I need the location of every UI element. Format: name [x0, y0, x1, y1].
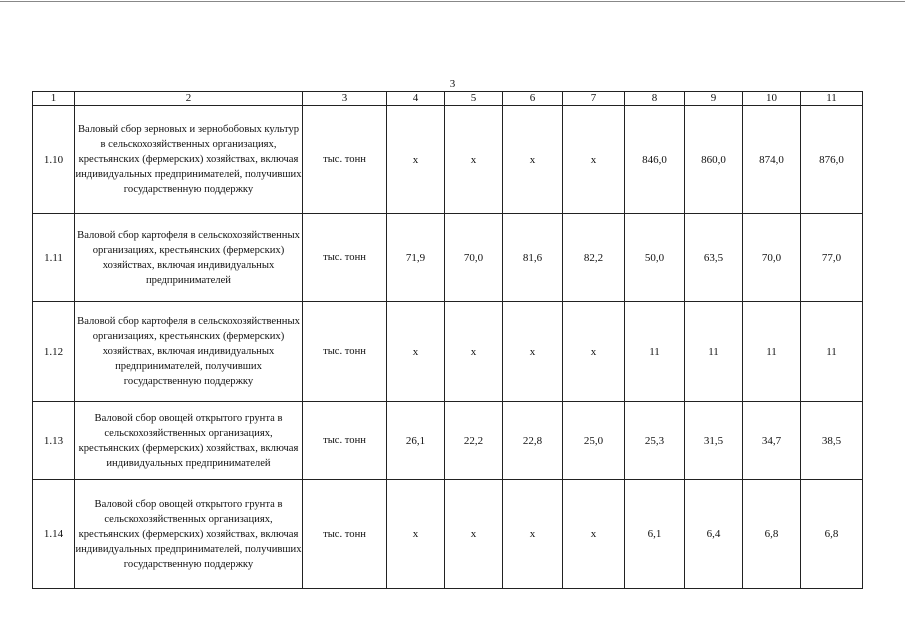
row-description: Валовый сбор зерновых и зернобобовых культур в сельскохозяйственных организациях, крестьянских (фермерских) хозяйствах, включая индивидуальных предпринимателей, получивших государственную поддержку: [75, 106, 303, 214]
row-number: 1.12: [33, 302, 75, 402]
value-cell: х: [445, 480, 503, 589]
value-cell: 77,0: [801, 214, 863, 302]
value-cell: 11: [685, 302, 743, 402]
table-row: [33, 402, 863, 480]
value-cell: х: [503, 302, 563, 402]
value-cell: 11: [743, 302, 801, 402]
value-cell: 82,2: [563, 214, 625, 302]
header-cell: 7: [563, 92, 625, 106]
value-cell: 11: [625, 302, 685, 402]
value-cell: 50,0: [625, 214, 685, 302]
page-number: 3: [449, 78, 456, 90]
value-cell: 6,1: [625, 480, 685, 589]
row-description: Валовой сбор картофеля в сельскохозяйственных организациях, крестьянских (фермерских) хозяйствах, включая индивидуальных предпринимателей: [75, 214, 303, 302]
value-cell: 71,9: [387, 214, 445, 302]
indicators-table: [32, 91, 863, 589]
header-cell: 8: [625, 92, 685, 106]
row-number: 1.11: [33, 214, 75, 302]
header-cell: 2: [75, 92, 303, 106]
value-cell: 874,0: [743, 106, 801, 214]
value-cell: 63,5: [685, 214, 743, 302]
value-cell: х: [387, 106, 445, 214]
table-row: [33, 480, 863, 589]
value-cell: 70,0: [445, 214, 503, 302]
table-row: [33, 214, 863, 302]
row-number: 1.14: [33, 480, 75, 589]
value-cell: 6,8: [801, 480, 863, 589]
header-cell: 5: [445, 92, 503, 106]
header-cell: 11: [801, 92, 863, 106]
value-cell: 6,8: [743, 480, 801, 589]
value-cell: 26,1: [387, 402, 445, 480]
value-cell: х: [445, 302, 503, 402]
value-cell: х: [503, 480, 563, 589]
table-row: [33, 302, 863, 402]
value-cell: х: [387, 302, 445, 402]
value-cell: х: [563, 302, 625, 402]
value-cell: 6,4: [685, 480, 743, 589]
row-unit: тыс. тонн: [303, 402, 387, 480]
value-cell: 860,0: [685, 106, 743, 214]
value-cell: 22,8: [503, 402, 563, 480]
value-cell: 31,5: [685, 402, 743, 480]
value-cell: 38,5: [801, 402, 863, 480]
value-cell: х: [387, 480, 445, 589]
row-description: Валовой сбор картофеля в сельскохозяйственных организациях, крестьянских (фермерских) хозяйствах, включая индивидуальных предпринимателей, получивших государственную поддержку: [75, 302, 303, 402]
row-unit: тыс. тонн: [303, 302, 387, 402]
header-cell: 6: [503, 92, 563, 106]
row-description: Валовой сбор овощей открытого грунта в сельскохозяйственных организациях, крестьянских (фермерских) хозяйствах, включая индивидуальных предпринимателей: [75, 402, 303, 480]
value-cell: 25,0: [563, 402, 625, 480]
value-cell: 25,3: [625, 402, 685, 480]
value-cell: х: [563, 480, 625, 589]
row-unit: тыс. тонн: [303, 480, 387, 589]
scan-top-edge: [0, 1, 905, 2]
row-description: Валовой сбор овощей открытого грунта в сельскохозяйственных организациях, крестьянских (фермерских) хозяйствах, включая индивидуальных предпринимателей, получивших государственную поддержку: [75, 480, 303, 589]
header-cell: 4: [387, 92, 445, 106]
value-cell: х: [503, 106, 563, 214]
value-cell: 70,0: [743, 214, 801, 302]
header-cell: 3: [303, 92, 387, 106]
value-cell: 34,7: [743, 402, 801, 480]
row-number: 1.10: [33, 106, 75, 214]
value-cell: 22,2: [445, 402, 503, 480]
value-cell: 876,0: [801, 106, 863, 214]
value-cell: х: [563, 106, 625, 214]
header-cell: 9: [685, 92, 743, 106]
row-unit: тыс. тонн: [303, 214, 387, 302]
row-number: 1.13: [33, 402, 75, 480]
value-cell: 846,0: [625, 106, 685, 214]
header-cell: 10: [743, 92, 801, 106]
table-row: [33, 106, 863, 214]
row-unit: тыс. тонн: [303, 106, 387, 214]
value-cell: 81,6: [503, 214, 563, 302]
value-cell: 11: [801, 302, 863, 402]
column-number-header: [33, 92, 863, 106]
header-cell: 1: [33, 92, 75, 106]
value-cell: х: [445, 106, 503, 214]
